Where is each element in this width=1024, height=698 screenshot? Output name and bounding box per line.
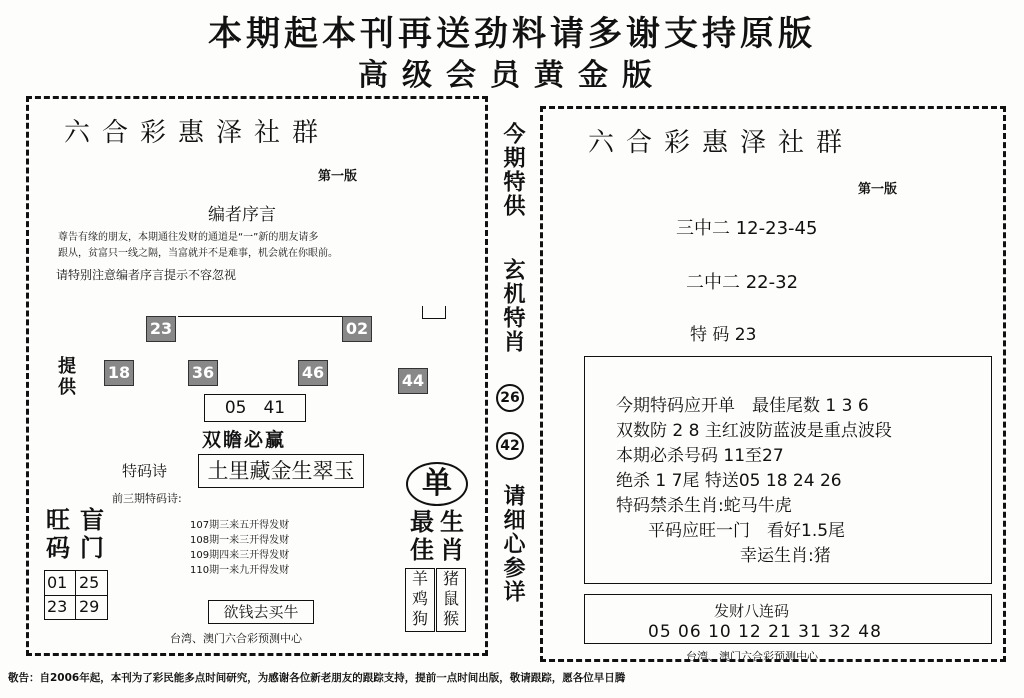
wangma-label: 旺码	[46, 506, 70, 562]
best-label: 最佳	[410, 508, 434, 564]
left-footer: 台湾、澳门六合彩预测中心	[170, 632, 302, 645]
top-ball-2: 02	[342, 316, 372, 342]
grid-cell: 01	[47, 573, 68, 592]
left-title: 六合彩惠泽社群	[64, 118, 331, 148]
grid-cell: 25	[79, 573, 100, 592]
grid-cell: 23	[47, 597, 68, 616]
ball-36: 36	[188, 360, 218, 386]
ball-18: 18	[104, 360, 134, 386]
header-line-2: 高级会员黄金版	[358, 58, 666, 93]
fortune-title: 发财八连码	[714, 602, 790, 620]
analysis-line-3: 本期必杀号码 11至27	[616, 446, 784, 466]
poem-label: 特码诗	[122, 462, 168, 480]
middle-text-bottom: 请细心参详	[500, 484, 525, 604]
left-edition: 第一版	[318, 169, 358, 184]
dan-oval: 单	[406, 462, 468, 506]
prev-line-4: 110期一来九开得发财	[190, 565, 290, 576]
prev-poem-label: 前三期特码诗:	[112, 492, 182, 505]
grid-cell: 29	[79, 597, 100, 616]
analysis-line-5: 特码禁杀生肖:蛇马牛虎	[616, 496, 792, 516]
middle-text-mid: 玄机特肖	[500, 258, 525, 354]
erzhonger: 二中二 22-32	[686, 272, 799, 293]
middle-circle-1: 26	[496, 384, 524, 412]
header-line-1: 本期起本刊再送劲料请多谢支持原版	[208, 14, 816, 54]
middle-text-top: 今期特供	[500, 122, 525, 218]
analysis-line-6: 平码应旺一门 看好1.5尾	[648, 521, 846, 541]
analysis-line-4: 绝杀 1 7尾 特送05 18 24 26	[616, 471, 842, 491]
slogan: 双瞻必赢	[202, 429, 287, 451]
provide-label: 提供	[58, 356, 76, 398]
mangmen-label: 盲门	[80, 506, 104, 562]
money-box: 欲钱去买牛	[208, 600, 314, 624]
preface-text-2: 跟从，贫富只一线之隔，当富就并不是难事，机会就在你眼前。	[58, 248, 338, 259]
number-box: 05 41	[204, 394, 306, 422]
zodiac-box-a: 羊鸡狗	[405, 568, 435, 632]
sanzhonger: 三中二 12-23-45	[676, 218, 818, 239]
preface-title: 编者序言	[208, 205, 276, 225]
bottom-notice: 敬告：自2006年起，本刊为了彩民能多点时间研究，为感谢各位新老朋友的跟踪支持，提前一点时间出版，敬请跟踪，愿各位早日腾	[8, 672, 626, 684]
top-ball-1: 23	[146, 316, 176, 342]
connector-line	[178, 316, 342, 317]
shengxiao-label: 生肖	[440, 508, 464, 564]
middle-circle-2: 42	[496, 432, 524, 460]
ball-44: 44	[398, 368, 428, 394]
tema: 特 码 23	[690, 325, 757, 345]
prev-line-1: 107期三来五开得发财	[190, 520, 290, 531]
poem-box: 土里藏金生翠玉	[198, 454, 364, 488]
right-edition: 第一版	[858, 182, 898, 197]
preface-note: 请特别注意编者序言提示不容忽视	[56, 268, 237, 282]
bracket-mark	[422, 306, 446, 319]
analysis-line-2: 双数防 2 8 主红波防蓝波是重点波段	[616, 421, 892, 441]
preface-text-1: 尊告有缘的朋友，本期通往发财的通道是“一”新的朋友请多	[58, 232, 319, 243]
zodiac-box-b: 猪鼠猴	[436, 568, 466, 632]
analysis-line-7: 幸运生肖:猪	[740, 546, 831, 566]
fortune-numbers: 05 06 10 12 21 31 32 48	[648, 622, 882, 642]
analysis-line-1: 今期特码应开单 最佳尾数 1 3 6	[616, 396, 869, 416]
number-grid	[44, 570, 108, 620]
prev-line-2: 108期一来三开得发财	[190, 535, 290, 546]
ball-46: 46	[298, 360, 328, 386]
prev-line-3: 109期四来三开得发财	[190, 550, 290, 561]
right-title: 六合彩惠泽社群	[588, 128, 855, 158]
right-footer: 台湾、澳门六合彩预测中心	[686, 650, 818, 663]
